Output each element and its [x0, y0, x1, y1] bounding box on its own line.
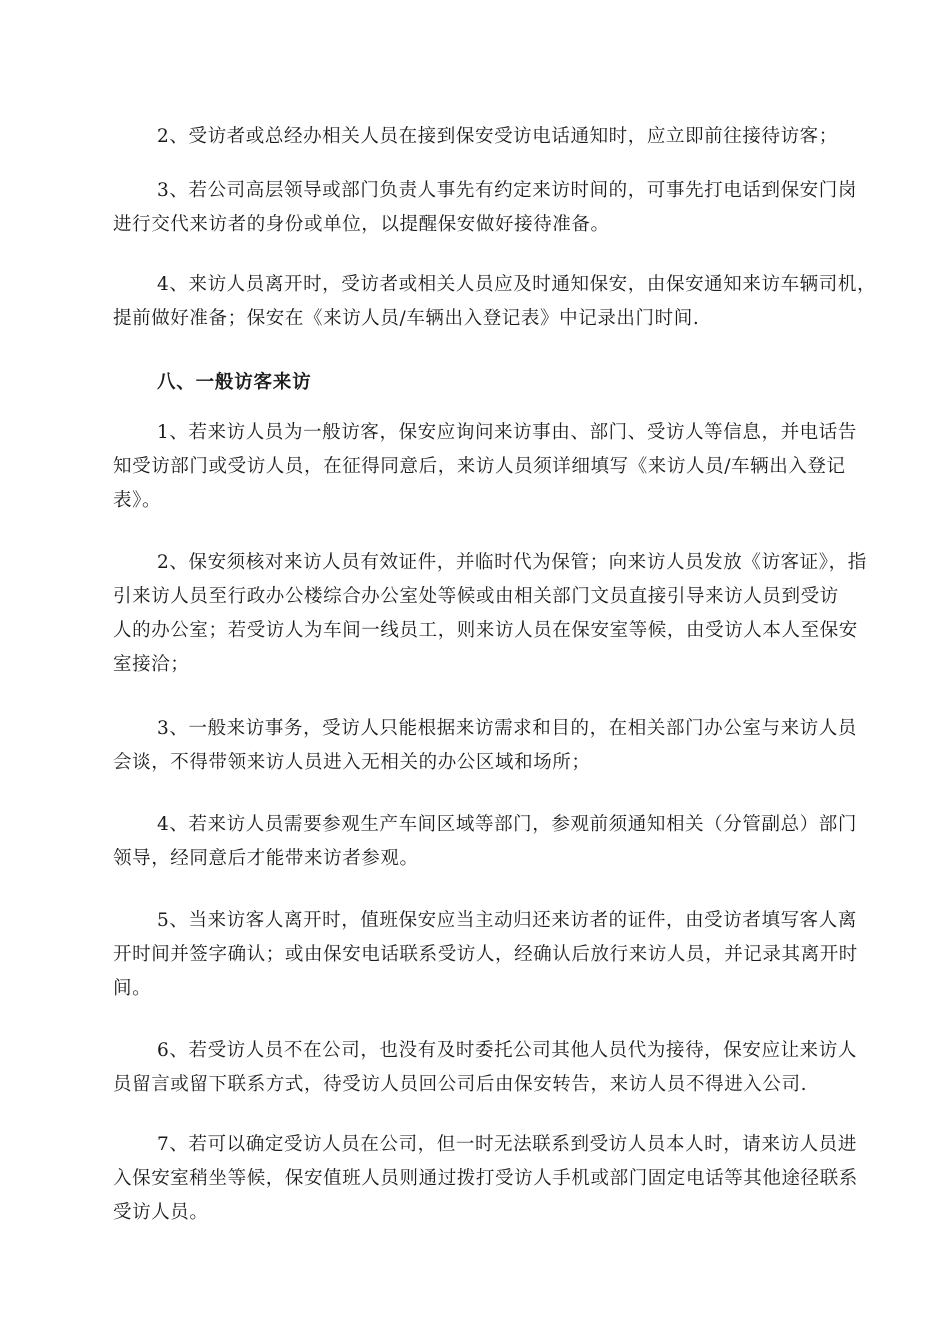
- paragraph-line: 进行交代来访者的身份或单位，以提醒保安做好接待准备。: [113, 214, 610, 235]
- section-paragraph-item-7: [113, 1128, 873, 1230]
- paragraph-line: 3、若公司高层领导或部门负责人事先有约定来访时间的，可事先打电话到保安门岗: [157, 180, 857, 201]
- section-heading: 八、一般访客来访: [157, 372, 312, 393]
- paragraph-line: 2、受访者或总经办相关人员在接到保安受访电话通知时，应立即前往接待访客；: [157, 126, 838, 147]
- paragraph-line: 3、一般来访事务，受访人只能根据来访需求和目的，在相关部门办公室与来访人员: [157, 718, 857, 739]
- paragraph-item-3: [113, 174, 873, 242]
- paragraph-line: 7、若可以确定受访人员在公司，但一时无法联系到受访人员本人时，请来访人员进: [157, 1134, 857, 1155]
- paragraph-line: 领导，经同意后才能带来访者参观。: [113, 848, 419, 869]
- paragraph-line: 会谈，不得带领来访人员进入无相关的办公区域和场所；: [113, 752, 591, 773]
- paragraph-line: 表》。: [113, 490, 162, 511]
- paragraph-line: 1、若来访人员为一般访客，保安应询问来访事由、部门、受访人等信息，并电话告: [157, 422, 857, 443]
- paragraph-line: 4、来访人员离开时，受访者或相关人员应及时通知保安，由保安通知来访车辆司机，: [157, 274, 877, 295]
- paragraph-line: 间。: [113, 978, 152, 999]
- section-paragraph-item-6: [113, 1034, 873, 1102]
- paragraph-line: 5、当来访客人离开时，值班保安应当主动归还来访者的证件，由受访者填写客人离: [157, 910, 857, 931]
- section-paragraph-item-5: [113, 904, 873, 1006]
- section-paragraph-item-3: [113, 712, 873, 780]
- paragraph-line: 室接洽；: [113, 654, 190, 675]
- paragraph-line: 员留言或留下联系方式，待受访人员回公司后由保安转告，来访人员不得进入公司.: [113, 1074, 808, 1095]
- paragraph-item-2: [113, 120, 873, 154]
- paragraph-line: 4、若来访人员需要参观生产车间区域等部门，参观前须通知相关（分管副总）部门: [157, 814, 857, 835]
- paragraph-line: 受访人员。: [113, 1202, 209, 1223]
- paragraph-line: 提前做好准备；保安在《来访人员/车辆出入登记表》中记录出门时间.: [113, 308, 700, 329]
- paragraph-line: 知受访部门或受访人员，在征得同意后，来访人员须详细填写《来访人员/车辆出入登记: [113, 456, 846, 477]
- section-paragraph-item-2: [113, 546, 873, 682]
- section-paragraph-item-4: [113, 808, 873, 876]
- paragraph-line: 引来访人员至行政办公楼综合办公室处等候或由相关部门文员直接引导来访人员到受访: [113, 586, 839, 607]
- paragraph-line: 2、保安须核对来访人员有效证件，并临时代为保管；向来访人员发放《访客证》，指: [157, 552, 867, 573]
- paragraph-item-4: [113, 268, 877, 336]
- paragraph-line: 入保安室稍坐等候，保安值班人员则通过拨打受访人手机或部门固定电话等其他途径联系: [113, 1168, 858, 1189]
- paragraph-line: 开时间并签字确认；或由保安电话联系受访人，经确认后放行来访人员，并记录其离开时: [113, 944, 858, 965]
- paragraph-line: 人的办公室；若受访人为车间一线员工，则来访人员在保安室等候，由受访人本人至保安: [113, 620, 858, 641]
- paragraph-line: 6、若受访人员不在公司，也没有及时委托公司其他人员代为接待，保安应让来访人: [157, 1040, 857, 1061]
- section-paragraph-item-1: [113, 416, 873, 518]
